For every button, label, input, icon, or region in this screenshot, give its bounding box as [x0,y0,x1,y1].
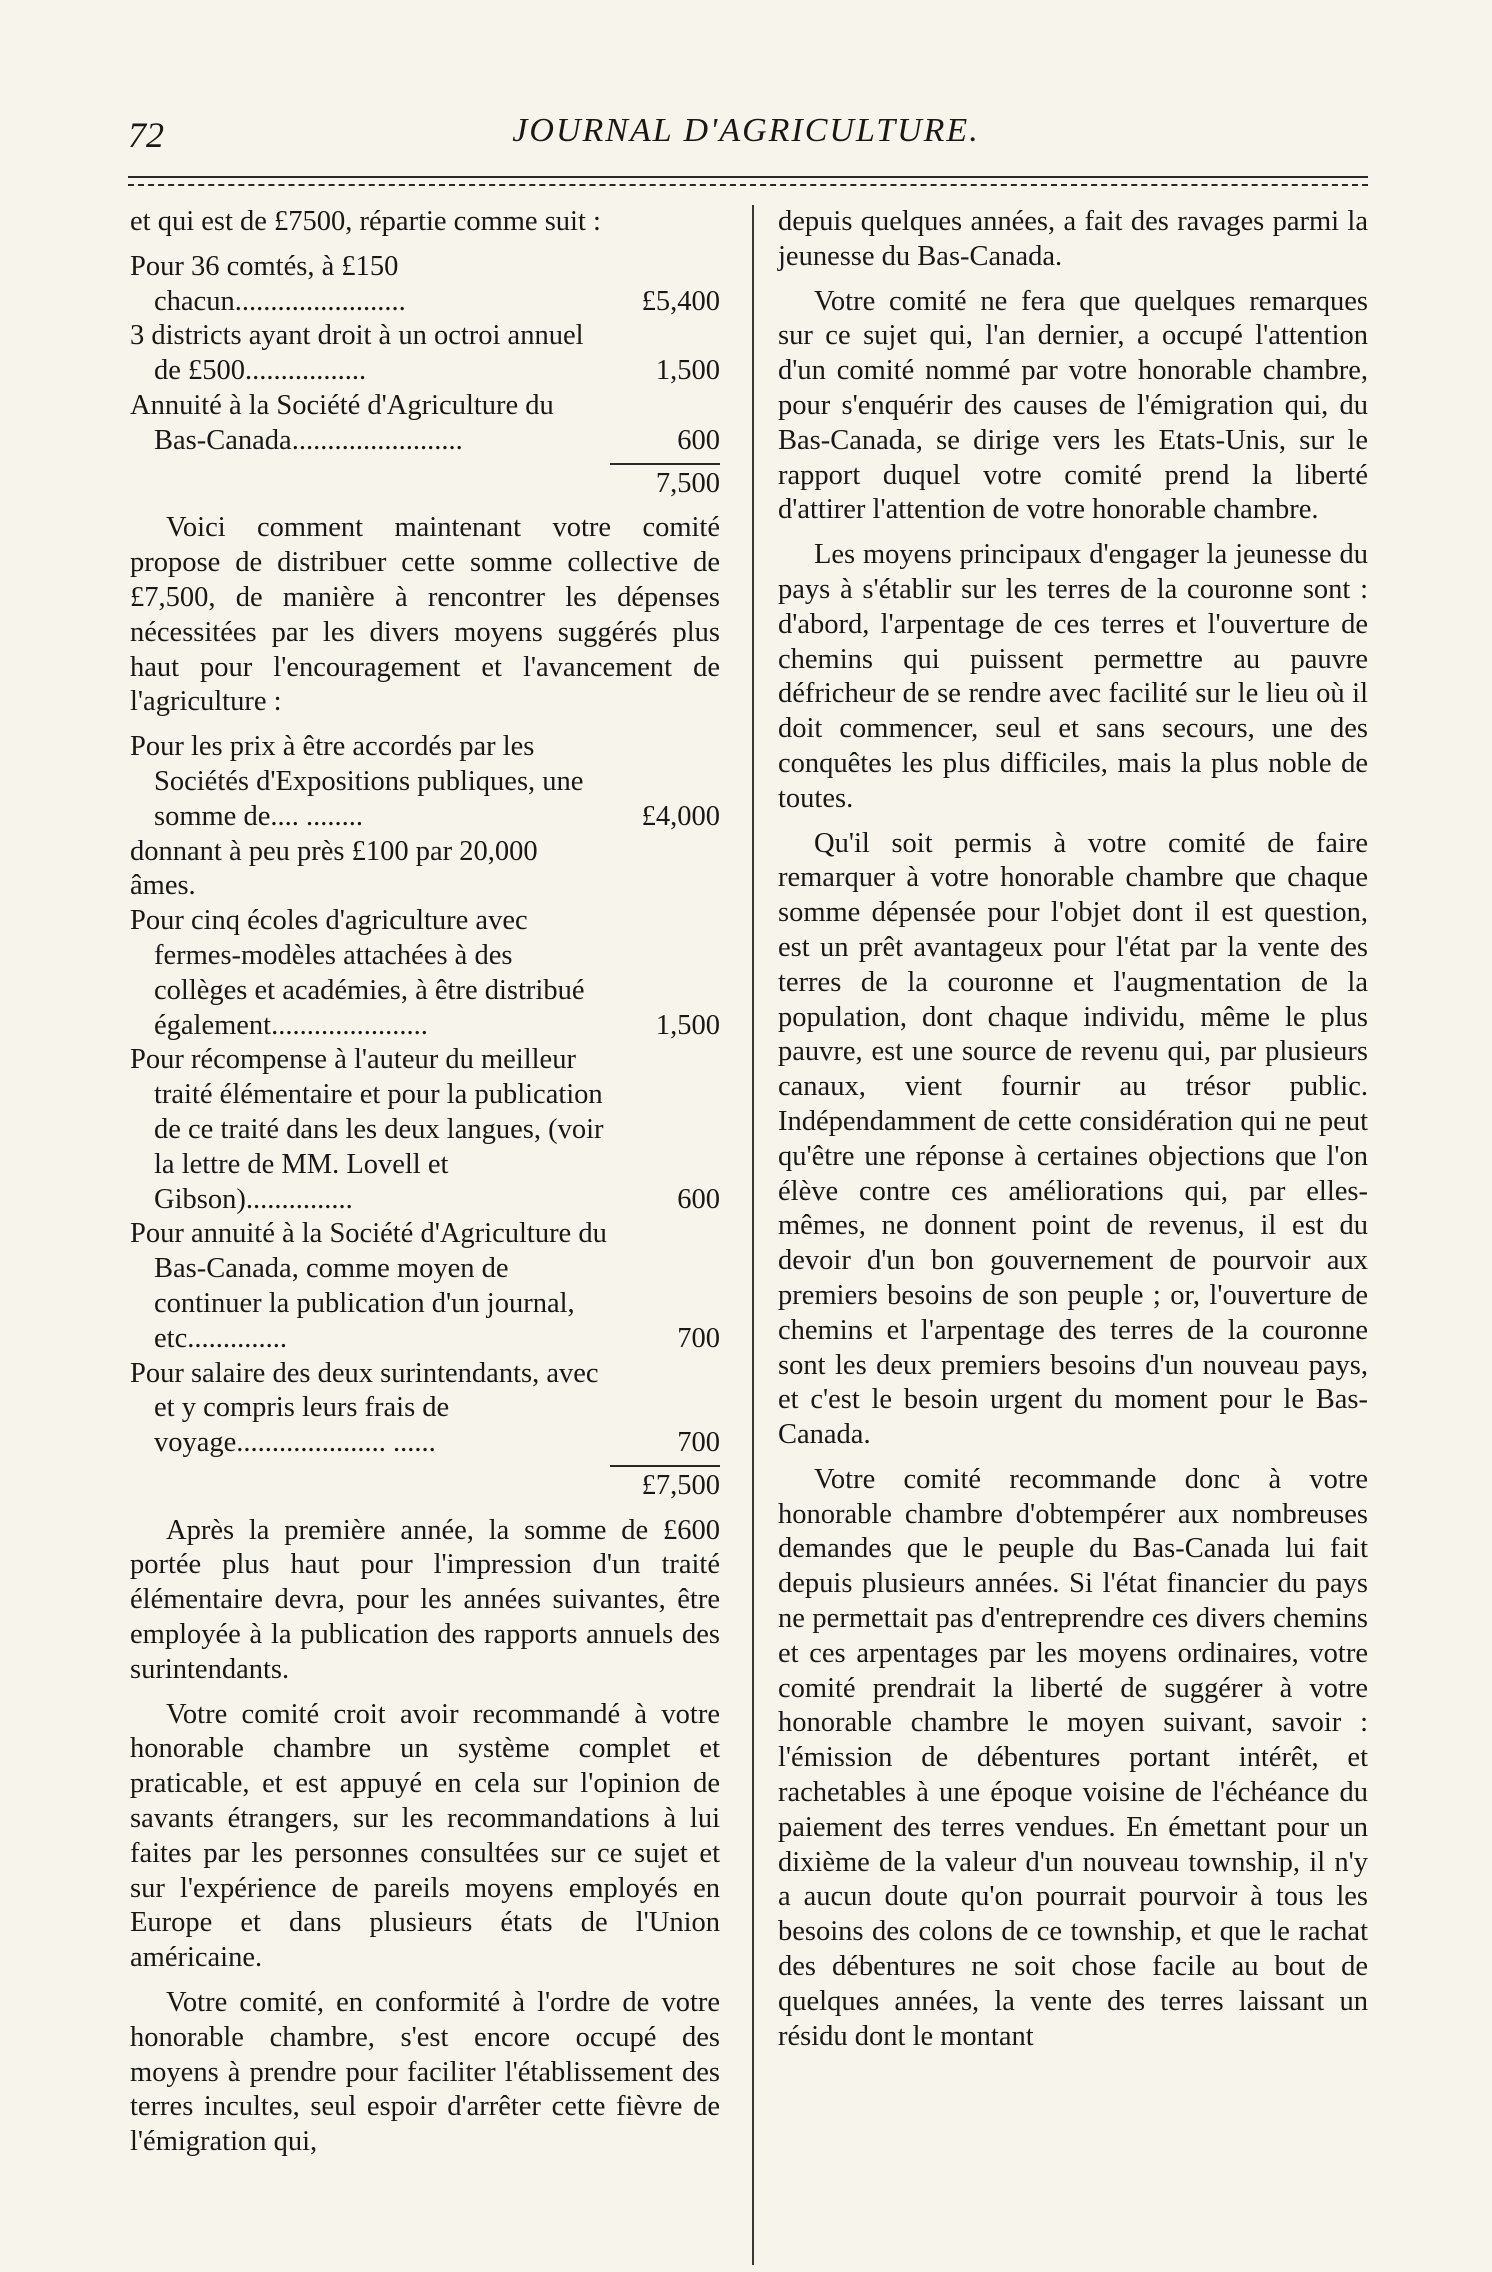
allocation-table [130,250,720,502]
left-column [130,205,720,2170]
paragraph-moyens: Les moyens principaux d'engager la jeunesse du pays à s'établir sur les terres de la couronne sont : d'abord, l'arpentage de ces terres et l'ouverture de chemins qui puissent permettre au pauvre défricheur de se rendre avec facilité sur le lieu où il doit commencer, seul et sans secours, une des conquêtes les plus difficiles, mais la plus noble de toutes. [778,539,1368,814]
distribution-label: Pour cinq écoles d'agriculture avec fermes-modèles attachées à des collèges et académies, à être distribué également...................... [130,905,585,1041]
distribution-row [130,835,720,905]
paragraph-permis: Qu'il soit permis à votre comité de faire remarquer à votre honorable chambre que chaque somme dépensée pour l'objet dont il est question, est un prêt avantageux pour l'état par la vente des terres de la couronne et l'augmentation de la population, dont chaque individu, même le plus pauvre, est une source de revenu qui, par plusieurs canaux, vient fournir au trésor public. Indépendamment de cette considération qui ne peut qu'être une réponse à certaines objections que l'on élève contre ces améliorations qui, par elles-mêmes, ne donnent point de revenus, il est du devoir d'un bon gouvernement de pourvoir aux premiers besoins de son peuple ; or, l'ouverture de chemins et l'arpentage des terres de la couronne sont les deux premiers besoins d'un nouveau pays, et c'est le besoin urgent du moment pour le Bas-Canada. [778,827,1368,1451]
allocation-label: 3 districts ayant droit à un octroi annuel de £500................. [130,320,584,387]
distribution-value: 600 [677,1183,720,1215]
allocation-label: Pour 36 comtés, à £150 chacun........................ [130,250,406,317]
distribution-row [130,1357,720,1461]
distribution-row [130,730,720,834]
column-divider [752,205,754,2265]
distribution-label: donnant à peu près £100 par 20,000 âmes. [130,835,538,902]
distribution-row [130,1217,720,1356]
distribution-row [130,904,720,1043]
distribution-row [130,1043,720,1217]
distribution-label: Pour salaire des deux surintendants, avec et y compris leurs frais de voyage..................... ...... [130,1357,599,1459]
allocation-value: £5,400 [641,285,720,317]
paragraph-apres: Après la première année, la somme de £600 portée plus haut pour l'impression d'un traité élémentaire devra, pour les années suivantes, être employée à la publication des rapports annuels des surintendants. [130,1514,720,1685]
paragraph-croit: Votre comité croit avoir recommandé à votre honorable chambre un système complet et praticable, et est appuyé en cela sur l'opinion de savants étrangers, sur les recommandations à lui faites par les personnes consultées sur ce sujet et sur l'expérience de pareils moyens employés en Europe et dans plusieurs états de l'Union américaine. [130,1698,720,1974]
distribution-value: 700 [677,1322,720,1354]
right-column [778,205,1368,2064]
paragraph-recommande: Votre comité recommande donc à votre honorable chambre d'obtempérer aux nombreuses demandes que le peuple du Bas-Canada lui fait depuis plusieurs années. Si l'état financier du pays ne permettait pas d'entreprendre ces divers chemins et ces arpentages par les moyens ordinaires, votre comité prendrait la liberté de suggérer à votre honorable chambre le moyen suivant, savoir : l'émission de débentures portant intérêt, et rachetables à une époque voisine de l'échéance du paiement des terres vendues. En émettant pour un dixième de la valeur d'un nouveau township, il n'y a aucun doute qu'on pourrait pourvoir à tous les besoins des colons de ce township, et que le rachat des débentures ne soit chose facile au bout de quelques années, la vente des terres laissant un résidu dont le montant [778,1463,1368,2052]
intro-paragraph: et qui est de £7500, répartie comme suit : [130,206,601,237]
header-rule-dashed [128,184,1368,186]
allocation-row [130,250,720,320]
allocation-row [130,319,720,389]
allocation-value: 600 [677,424,720,456]
running-head: JOURNAL D'AGRICULTURE. [512,112,980,149]
distribution-total: £7,500 [610,1465,720,1504]
paragraph-voici: Voici comment maintenant votre comité propose de distribuer cette somme collective de £7,500, de manière à rencontrer les dépenses nécessitées par les divers moyens suggérés plus haut pour l'encouragement et l'avancement de l'agriculture : [130,512,720,718]
allocation-value: 1,500 [655,355,720,387]
header-rule [128,176,1368,178]
distribution-label: Pour récompense à l'auteur du meilleur traité élémentaire et pour la publication de ce traité dans les deux langues, (voir la lettre de MM. Lovell et Gibson)............... [130,1044,604,1215]
allocation-row [130,389,720,459]
distribution-value: 1,500 [655,1009,720,1041]
paragraph-conformite: Votre comité, en conformité à l'ordre de votre honorable chambre, s'est encore occupé des moyens à prendre pour faciliter l'établissement des terres incultes, seul espoir d'arrêter cette fièvre de l'émigration qui, [130,1987,720,2158]
page-number: 72 [128,115,164,155]
allocation-label: Annuité à la Société d'Agriculture du Bas-Canada........................ [130,389,554,456]
distribution-total-row [130,1465,720,1504]
distribution-label: Pour les prix à être accordés par les Sociétés d'Expositions publiques, une somme de.... ........ [130,731,584,832]
allocation-total-row [130,463,720,502]
allocation-total: 7,500 [610,463,720,502]
distribution-value: 700 [677,1427,720,1459]
distribution-table [130,730,720,1504]
paragraph-depuis: depuis quelques années, a fait des ravages parmi la jeunesse du Bas-Canada. [778,206,1368,272]
distribution-label: Pour annuité à la Société d'Agriculture du Bas-Canada, comme moyen de continuer la publication d'un journal, etc.............. [130,1218,607,1354]
paragraph-remarques: Votre comité ne fera que quelques remarques sur ce sujet qui, l'an dernier, a occupé l'attention d'un comité nommé par votre honorable chambre, pour s'enquérir des causes de l'émigration qui, du Bas-Canada, se dirige vers les Etats-Unis, sur le rapport duquel votre comité prend la liberté d'attirer l'attention de votre honorable chambre. [778,285,1368,526]
distribution-value: £4,000 [641,800,720,832]
